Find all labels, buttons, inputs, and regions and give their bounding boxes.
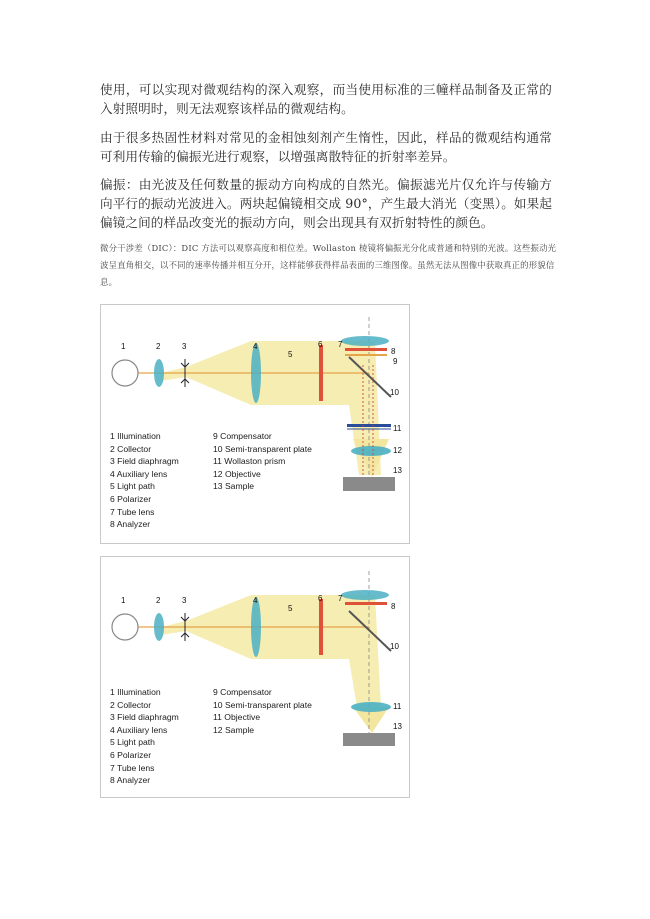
collector-lens xyxy=(154,613,164,641)
legend-item: 5 Light path xyxy=(110,481,155,492)
legend-right xyxy=(213,430,312,493)
legend-left xyxy=(110,686,179,787)
label-11: 11 xyxy=(393,424,402,433)
label-10: 10 xyxy=(390,388,399,397)
label-13: 13 xyxy=(393,722,402,731)
legend-item: 3 Field diaphragm xyxy=(110,712,179,723)
legend-item: 10 Semi-transparent plate xyxy=(213,443,312,454)
legend-item: 4 Auxiliary lens xyxy=(110,724,168,735)
legend-item: 10 Semi-transparent plate xyxy=(213,699,312,710)
auxiliary-lens xyxy=(251,343,261,403)
label-6: 6 xyxy=(318,340,323,349)
label-13: 13 xyxy=(393,466,402,475)
label-7: 7 xyxy=(338,340,343,349)
wollaston-prism xyxy=(347,424,391,427)
legend-left xyxy=(110,430,179,531)
legend-item: 7 Tube lens xyxy=(110,762,155,773)
legend-item: 6 Polarizer xyxy=(110,493,152,504)
compensator xyxy=(345,354,387,356)
label-8: 8 xyxy=(391,602,396,611)
label-11: 11 xyxy=(393,702,402,711)
legend-item: 6 Polarizer xyxy=(110,749,152,760)
objective-lens xyxy=(351,446,391,456)
sample-block xyxy=(343,477,395,491)
label-4: 4 xyxy=(253,342,258,351)
dic-light-path-diagram xyxy=(100,304,410,544)
tube-lens xyxy=(341,336,389,346)
label-1: 1 xyxy=(121,342,126,351)
polarized-light-path-diagram xyxy=(100,556,410,798)
label-1: 1 xyxy=(121,596,126,605)
legend-item: 8 Analyzer xyxy=(110,519,151,530)
polarizer xyxy=(319,345,323,401)
label-4: 4 xyxy=(253,596,258,605)
legend-item: 9 Compensator xyxy=(213,431,272,441)
polarizer xyxy=(319,599,323,655)
legend-item: 7 Tube lens xyxy=(110,506,155,517)
paragraph-3: 偏振：由光波及任何数量的振动方向构成的自然光。偏振滤光片仅允许与传输方向平行的振动光波进入。两块起偏镜相交成 90°，产生最大消光（变黑）。如果起偏镜之间的样品改变光的振动方向，则会出现具有双折射特性的颜色。 xyxy=(100,177,553,230)
legend-item: 12 Sample xyxy=(213,724,255,735)
legend-item: 2 Collector xyxy=(110,443,152,454)
tube-lens xyxy=(341,590,389,600)
legend-right xyxy=(213,686,312,736)
legend-item: 1 Illumination xyxy=(110,687,161,697)
legend-item: 4 Auxiliary lens xyxy=(110,468,168,479)
sample-block xyxy=(343,733,395,746)
dic-caption: 微分干涉差（DIC）：DIC 方法可以观察高度和相位差。Wollaston 棱镜将偏振光分化成普通和特别的光波。这些振动光波呈直角相交，以不同的速率传播并相互分开，这样能够获得样品表面的三维图像。虽然无法从图像中获取真正的形貌信息。 xyxy=(100,243,557,287)
objective-lens xyxy=(351,702,391,712)
label-9: 9 xyxy=(393,357,398,366)
label-12: 12 xyxy=(393,446,402,455)
legend-item: 11 Wollaston prism xyxy=(213,456,286,467)
label-6: 6 xyxy=(318,594,323,603)
legend-item: 11 Objective xyxy=(213,712,261,723)
label-5: 5 xyxy=(288,604,293,613)
legend-item: 13 Sample xyxy=(213,481,255,492)
legend-item: 1 Illumination xyxy=(110,431,161,441)
paragraph-2: 由于很多热固性材料对常见的金相蚀刻剂产生惰性，因此，样品的微观结构通常可利用传输的偏振光进行观察，以增强离散特征的折射率差异。 xyxy=(100,130,552,164)
legend-item: 2 Collector xyxy=(110,699,152,710)
analyzer xyxy=(345,348,387,351)
paragraph-1: 使用，可以实现对微观结构的深入观察，而当使用标准的三幢样品制备及正常的入射照明时，则无法观察该样品的微观结构。 xyxy=(100,82,552,116)
legend-item: 3 Field diaphragm xyxy=(110,456,179,467)
analyzer xyxy=(345,602,387,605)
legend-item: 5 Light path xyxy=(110,737,155,748)
label-8: 8 xyxy=(391,347,396,356)
auxiliary-lens xyxy=(251,597,261,657)
label-3: 3 xyxy=(182,596,187,605)
label-2: 2 xyxy=(156,342,161,351)
label-3: 3 xyxy=(182,342,187,351)
label-2: 2 xyxy=(156,596,161,605)
label-10: 10 xyxy=(390,642,399,651)
label-7: 7 xyxy=(338,594,343,603)
lamp-icon xyxy=(112,360,138,386)
label-5: 5 xyxy=(288,350,293,359)
legend-item: 12 Objective xyxy=(213,468,261,479)
lamp-icon xyxy=(112,614,138,640)
legend-item: 9 Compensator xyxy=(213,687,272,697)
collector-lens xyxy=(154,359,164,387)
legend-item: 8 Analyzer xyxy=(110,775,151,786)
